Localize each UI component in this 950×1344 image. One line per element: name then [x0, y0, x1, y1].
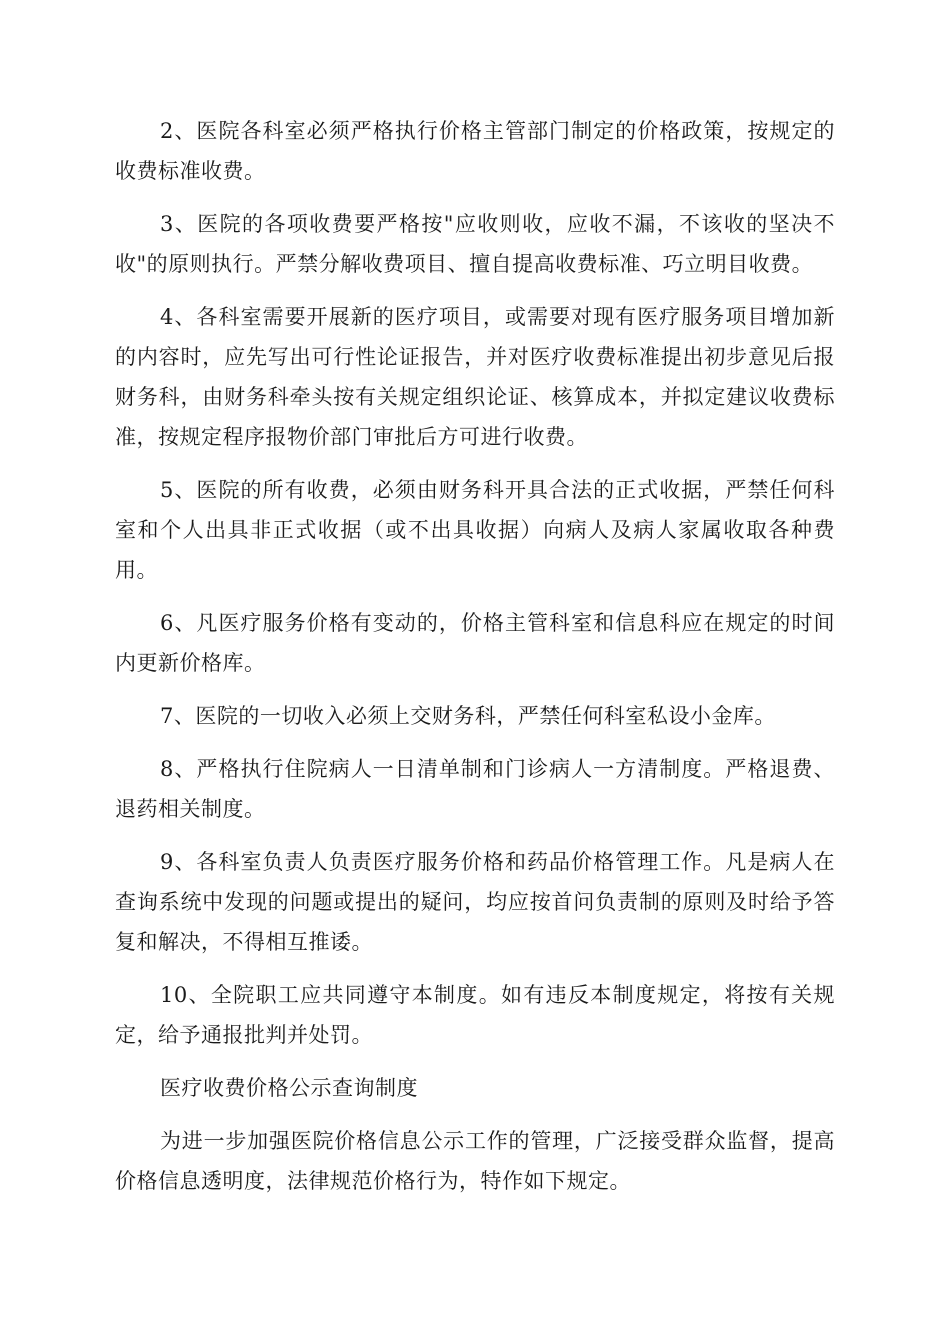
rule-paragraph-10: 10、全院职工应共同遵守本制度。如有违反本制度规定，将按有关规定，给予通报批判并处罚。: [115, 983, 835, 1047]
rule-paragraph-7: 7、医院的一切收入必须上交财务科，严禁任何科室私设小金库。: [160, 704, 776, 728]
rule-paragraph-9: 9、各科室负责人负责医疗服务价格和药品价格管理工作。凡是病人在查询系统中发现的问题或提出的疑问，均应按首问负责制的原则及时给予答复和解决，不得相互推诿。: [115, 850, 835, 954]
rule-paragraph-4: 4、各科室需要开展新的医疗项目，或需要对现有医疗服务项目增加新的内容时，应先写出可行性论证报告，并对医疗收费标准提出初步意见后报财务科，由财务科牵头按有关规定组织论证、核算成本，并拟定建议收费标准，按规定程序报物价部门审批后方可进行收费。: [115, 305, 835, 449]
document-body: [115, 111, 835, 1214]
rule-paragraph-2: 2、医院各科室必须严格执行价格主管部门制定的价格政策，按规定的收费标准收费。: [115, 119, 835, 183]
rule-paragraph-6: 6、凡医疗服务价格有变动的，价格主管科室和信息科应在规定的时间内更新价格库。: [115, 611, 835, 675]
rule-paragraph-5: 5、医院的所有收费，必须由财务科开具合法的正式收据，严禁任何科室和个人出具非正式收据（或不出具收据）向病人及病人家属收取各种费用。: [115, 478, 835, 582]
rule-paragraph-8: 8、严格执行住院病人一日清单制和门诊病人一方清制度。严格退费、退药相关制度。: [115, 757, 835, 821]
section-title: 医疗收费价格公示查询制度: [160, 1076, 418, 1100]
rule-paragraph-3: 3、医院的各项收费要严格按"应收则收，应收不漏，不该收的坚决不收"的原则执行。严禁分解收费项目、擅自提高收费标准、巧立明目收费。: [115, 212, 835, 276]
intro-paragraph: 为进一步加强医院价格信息公示工作的管理，广泛接受群众监督，提高价格信息透明度，法律规范价格行为，特作如下规定。: [115, 1129, 835, 1193]
